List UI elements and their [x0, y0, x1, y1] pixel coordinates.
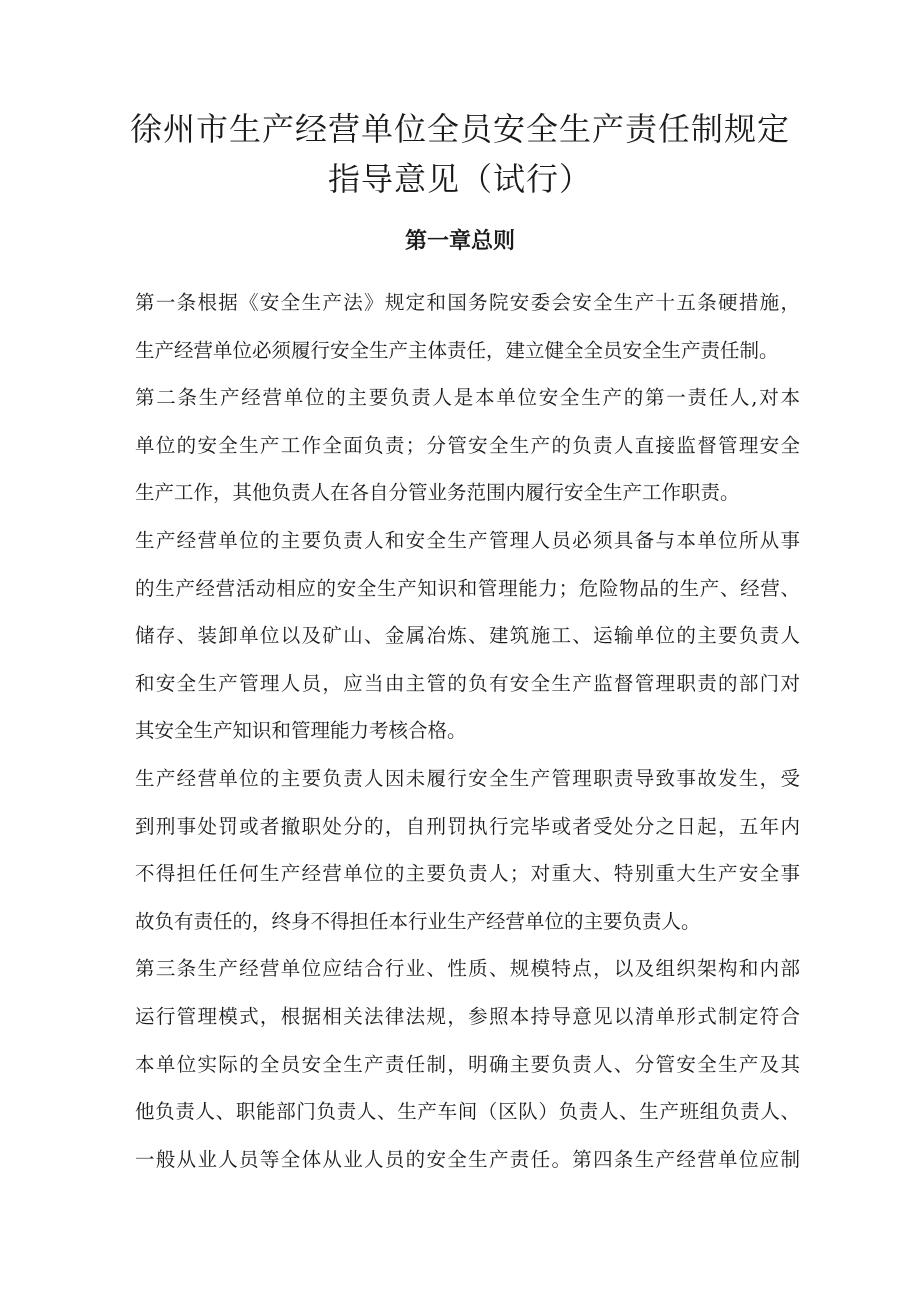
text-line: 本单位实际的全员安全生产责任制，明确主要负责人、分管安全生产及其: [135, 1052, 800, 1076]
text-line: 的生产经营活动相应的安全生产知识和管理能力；危险物品的生产、经营、: [135, 576, 800, 600]
text-line: 其安全生产知识和管理能力考核合格。: [135, 719, 467, 743]
document-title-line-1: 徐州市生产经营单位全员安全生产责任制规定: [129, 110, 790, 148]
text-line: 生产经营单位必须履行安全生产主体责任，建立健全全员安全生产责任制。: [135, 338, 779, 362]
text-line: 生产工作，其他负责人在各自分管业务范围内履行安全生产工作职责。: [135, 481, 740, 505]
text-line: 到刑事处罚或者撤职处分的，自刑罚执行完毕或者受处分之日起，五年内: [135, 814, 800, 838]
text-line: 故负有责任的，终身不得担任本行业生产经营单位的主要负责人。: [135, 909, 701, 933]
text-line: 第二条生产经营单位的主要负责人是本单位安全生产的第一责任人,对本: [135, 386, 800, 410]
text-line: 一般从业人员等全体从业人员的安全生产责任。第四条生产经营单位应制: [135, 1147, 800, 1171]
chapter-heading: 第一章总则: [404, 228, 515, 254]
text-line: 生产经营单位的主要负责人和安全生产管理人员必须具备与本单位所从事: [135, 528, 800, 552]
text-line: 第三条生产经营单位应结合行业、性质、规模特点，以及组织架构和内部: [135, 957, 800, 981]
text-line: 和安全生产管理人员，应当由主管的负有安全生产监督管理职责的部门对: [135, 671, 800, 695]
text-line: 他负责人、职能部门负责人、生产车间（区队）负责人、生产班组负责人、: [135, 1100, 800, 1124]
text-line: 运行管理模式，根据相关法律法规，参照本持导意见以清单形式制定符合: [135, 1004, 800, 1028]
text-line: 单位的安全生产工作全面负责；分管安全生产的负责人直接监督管理安全: [135, 433, 800, 457]
text-line: 生产经营单位的主要负责人因未履行安全生产管理职责导致事故发生，受: [135, 766, 800, 790]
text-line: 不得担任任何生产经营单位的主要负责人；对重大、特别重大生产安全事: [135, 862, 800, 886]
body-text: [135, 279, 800, 1183]
text-line: 储存、装卸单位以及矿山、金属冶炼、建筑施工、运输单位的主要负责人: [135, 624, 800, 648]
document-title-line-2: 指导意见（试行）: [327, 160, 592, 198]
text-line: 第一条根据《安全生产法》规定和国务院安委会安全生产十五条硬措施，: [135, 291, 800, 314]
